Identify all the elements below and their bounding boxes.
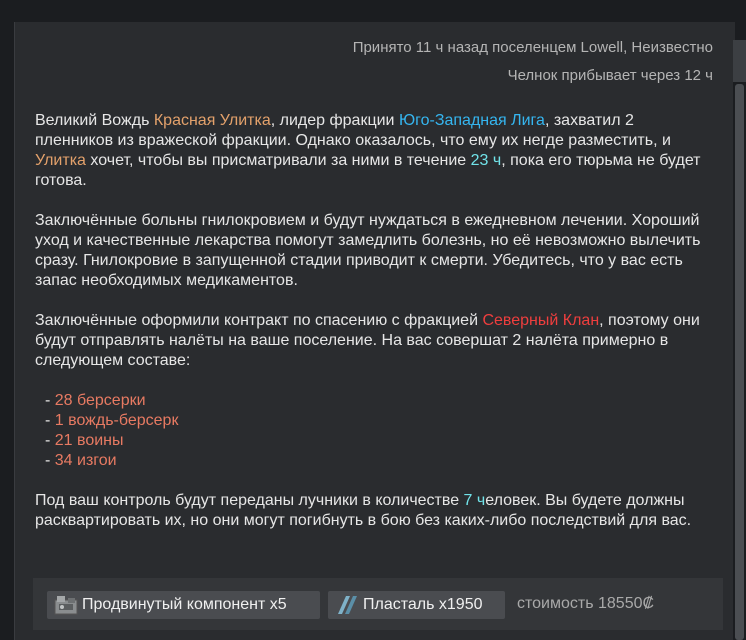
enemy-faction-name: Северный Клан (482, 312, 600, 329)
raid-composition-list (35, 391, 705, 471)
raid-paragraph (35, 311, 705, 371)
scrollbar-thumb[interactable] (735, 84, 744, 640)
archer-count: 7 ч (463, 492, 486, 509)
text: , пока его тюрьма не будет готова. (35, 152, 701, 189)
leader-short-name: Улитка (35, 152, 86, 169)
raid-entry: 1 вождь-берсерк (54, 412, 179, 429)
duration-value: 23 ч (470, 152, 502, 169)
accepted-info: Принято 11 ч назад поселенцем Lowell, Неизвестно (352, 39, 713, 56)
raid-entry: 34 изгои (54, 452, 117, 469)
bullet: - (45, 412, 55, 429)
plasteel-icon (334, 592, 360, 618)
cost-item-label: Пласталь x1950 (363, 596, 483, 613)
advanced-component-icon (53, 592, 79, 618)
quest-description-panel (14, 22, 735, 640)
text: , захватил 2 пленников из вражеской фракции. Однако оказалось, что ему их негде разместить, и (35, 112, 671, 149)
cost-item-label: Продвинутый компонент x5 (82, 596, 287, 613)
text: , лидер фракции (270, 112, 399, 129)
disease-paragraph: Заключённые больны гнилокровием и будут нуждаться в ежедневном лечении. Хороший уход и качественные лекарства помогут замедлить болезнь, но её невозможно вылечить сразу. Гнилокровие в запущенной стадии приводит к смерти. Убедитесь, что у вас есть запас необходимых медикаментов. (35, 212, 701, 289)
ally-faction-name: Юго-Западная Лига (398, 112, 545, 129)
cost-item-advanced-component[interactable] (47, 591, 320, 619)
text: , поэтому они будут отправлять налёты на ваше поселение. На вас совершат 2 налёта примерно в следующем составе: (35, 312, 700, 369)
total-cost: стоимость 18550₡ (517, 595, 655, 612)
text: Великий Вождь (35, 112, 154, 129)
text: еловек. Вы будете должны расквартировать их, но они могут погибнуть в бою без каких-либо последствий для вас. (35, 492, 692, 529)
leader-name: Красная Улитка (153, 112, 271, 129)
text: Заключённые оформили контракт по спасению с фракцией (35, 312, 483, 329)
intro-paragraph (35, 111, 705, 191)
text: хочет, чтобы вы присматривали за ними в течение (85, 152, 471, 169)
cost-item-plasteel[interactable] (328, 591, 505, 619)
scroll-up-area[interactable] (733, 40, 746, 82)
list-item (35, 431, 705, 451)
cost-bar (33, 578, 723, 630)
list-item (35, 411, 705, 431)
list-item (35, 391, 705, 411)
archers-paragraph (35, 491, 705, 531)
text: Под ваш контроль будут переданы лучники в количестве (35, 492, 464, 509)
bullet: - (45, 432, 55, 449)
list-item (35, 451, 705, 471)
shuttle-eta: Челнок прибывает через 12 ч (507, 67, 713, 84)
bullet: - (45, 392, 55, 409)
raid-entry: 21 воины (54, 432, 124, 449)
bullet: - (45, 452, 55, 469)
quest-body (35, 111, 705, 551)
raid-entry: 28 берсерки (54, 392, 146, 409)
